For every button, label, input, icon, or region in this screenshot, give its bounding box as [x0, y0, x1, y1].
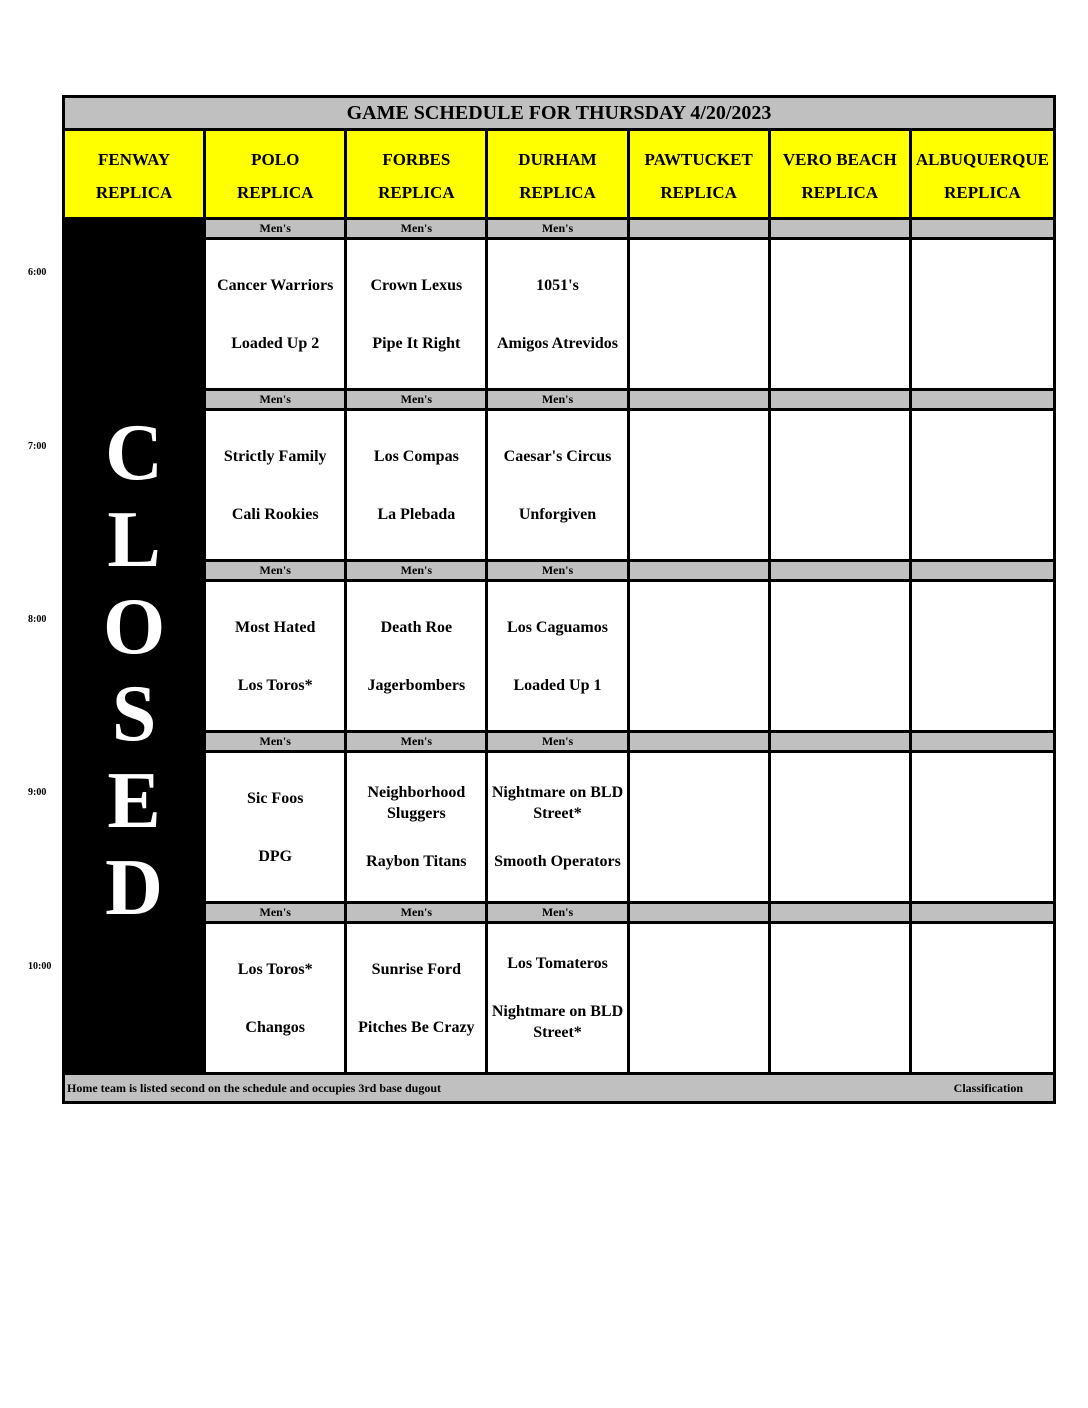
division-label: [771, 562, 912, 582]
division-label: [630, 733, 771, 753]
game-cell: [488, 753, 629, 904]
home-team: Nightmare on BLD Street*: [491, 1002, 624, 1041]
game-cell: [912, 924, 1053, 1075]
away-team: Most Hated: [234, 618, 316, 636]
division-label: Men's: [488, 733, 629, 753]
away-team: Strictly Family: [223, 447, 327, 465]
closed-banner: [65, 220, 206, 1075]
field-name: FENWAY: [98, 150, 171, 169]
field-name: PAWTUCKET: [644, 150, 753, 169]
field-subtitle: REPLICA: [519, 183, 596, 202]
field-header-pawtucket: [630, 131, 771, 217]
away-team: Los Compas: [373, 447, 459, 465]
field-name: DURHAM: [518, 150, 597, 169]
closed-letter: D: [105, 844, 163, 932]
division-label: [630, 904, 771, 924]
game-cell: [912, 582, 1053, 733]
game-cell: [630, 411, 771, 562]
home-team: Jagerbombers: [367, 676, 466, 694]
time-slot-label: 8:00: [28, 614, 47, 625]
away-team: 1051's: [536, 276, 579, 294]
field-name: FORBES: [382, 150, 451, 169]
division-label: [771, 220, 912, 240]
division-label: [912, 220, 1053, 240]
division-label: Men's: [206, 220, 347, 240]
field-subtitle: REPLICA: [660, 183, 737, 202]
game-cell: [771, 924, 912, 1075]
game-schedule: [62, 95, 1056, 1104]
game-cell: [488, 240, 629, 391]
home-team: Pipe It Right: [372, 334, 461, 352]
game-cell: [206, 753, 347, 904]
home-team: Pitches Be Crazy: [358, 1018, 475, 1036]
division-label: Men's: [488, 562, 629, 582]
division-label: [912, 904, 1053, 924]
away-team: Death Roe: [380, 618, 453, 636]
division-label: [630, 220, 771, 240]
away-team: Los Toros*: [237, 960, 313, 978]
division-label: Men's: [347, 391, 488, 411]
away-team: Los Caguamos: [507, 618, 608, 636]
schedule-title: GAME SCHEDULE FOR THURSDAY 4/20/2023: [65, 98, 1053, 131]
time-slot-label: 10:00: [28, 961, 52, 972]
time-slot-label: 6:00: [28, 267, 47, 278]
game-cell: [912, 240, 1053, 391]
division-label: [771, 904, 912, 924]
home-team: Unforgiven: [518, 505, 597, 523]
time-slot-label: 9:00: [28, 787, 47, 798]
game-cell: [488, 411, 629, 562]
game-cell: [206, 924, 347, 1075]
game-cell: [206, 582, 347, 733]
division-label: Men's: [206, 904, 347, 924]
field-header-row: [65, 131, 1053, 217]
home-team: Raybon Titans: [366, 852, 467, 870]
game-cell: [347, 240, 488, 391]
field-subtitle: REPLICA: [378, 183, 455, 202]
field-header-albuquerque: [912, 131, 1053, 217]
game-cell: [347, 753, 488, 904]
away-team: Crown Lexus: [370, 276, 463, 294]
game-cell: [206, 411, 347, 562]
home-team: Changos: [245, 1018, 305, 1036]
field-header-polo: [206, 131, 347, 217]
closed-letter: S: [111, 670, 157, 758]
home-team: La Plebada: [377, 505, 456, 523]
game-cell: [488, 582, 629, 733]
schedule-body: [65, 217, 1053, 1075]
away-team: Neighborhood Sluggers: [367, 784, 466, 823]
division-label: [912, 562, 1053, 582]
home-team: Los Toros*: [237, 676, 313, 694]
home-team: Loaded Up 2: [231, 334, 320, 352]
division-label: Men's: [206, 733, 347, 753]
game-cell: [347, 924, 488, 1075]
game-cell: [347, 411, 488, 562]
division-label: Men's: [488, 904, 629, 924]
time-column: [0, 0, 62, 1100]
game-cell: [771, 240, 912, 391]
game-cell: [630, 753, 771, 904]
game-cell: [771, 582, 912, 733]
division-label: Men's: [206, 391, 347, 411]
home-team: Smooth Operators: [494, 852, 621, 870]
field-header-durham: [488, 131, 629, 217]
away-team: Sunrise Ford: [371, 960, 462, 978]
away-team: Cancer Warriors: [217, 276, 334, 294]
field-header-forbes: [347, 131, 488, 217]
division-label: [912, 391, 1053, 411]
field-name: ALBUQUERQUE: [915, 150, 1049, 169]
division-label: [912, 733, 1053, 753]
away-team: Los Tomateros: [507, 955, 608, 973]
game-cell: [771, 753, 912, 904]
home-team: Loaded Up 1: [513, 676, 602, 694]
division-label: Men's: [347, 220, 488, 240]
game-cell: [912, 411, 1053, 562]
schedule-footer: [65, 1075, 1053, 1101]
division-label: Men's: [488, 391, 629, 411]
division-label: [630, 391, 771, 411]
division-label: [771, 391, 912, 411]
home-team: Amigos Atrevidos: [496, 334, 619, 352]
field-name: POLO: [251, 150, 300, 169]
division-label: [630, 562, 771, 582]
away-team: Nightmare on BLD Street*: [491, 784, 624, 823]
division-label: Men's: [347, 733, 488, 753]
field-subtitle: REPLICA: [944, 183, 1021, 202]
game-cell: [347, 582, 488, 733]
field-subtitle: REPLICA: [236, 183, 314, 202]
game-cell: [630, 924, 771, 1075]
game-cell: [206, 240, 347, 391]
game-cell: [488, 924, 629, 1075]
game-cell: [630, 240, 771, 391]
field-name: VERO BEACH: [782, 150, 897, 169]
field-header-fenway: [65, 131, 206, 217]
closed-letter: O: [102, 583, 166, 671]
home-team: DPG: [258, 847, 293, 865]
away-team: Caesar's Circus: [503, 447, 612, 465]
closed-letter: E: [107, 757, 161, 845]
field-header-vero-beach: [771, 131, 912, 217]
game-cell: [630, 582, 771, 733]
division-label: [771, 733, 912, 753]
division-label: Men's: [206, 562, 347, 582]
division-label: Men's: [488, 220, 629, 240]
division-label: Men's: [347, 562, 488, 582]
closed-letter: C: [105, 409, 163, 497]
game-cell: [912, 753, 1053, 904]
classification-label: Classification: [953, 1080, 1023, 1095]
away-team: Sic Foos: [246, 789, 304, 807]
field-subtitle: REPLICA: [95, 183, 173, 202]
game-cell: [771, 411, 912, 562]
time-slot-label: 7:00: [28, 441, 47, 452]
home-team-note: Home team is listed second on the schedule and occupies 3rd base dugout: [67, 1080, 442, 1095]
division-label: Men's: [347, 904, 488, 924]
closed-letter: L: [107, 496, 161, 584]
field-subtitle: REPLICA: [801, 183, 879, 202]
home-team: Cali Rookies: [231, 505, 319, 523]
